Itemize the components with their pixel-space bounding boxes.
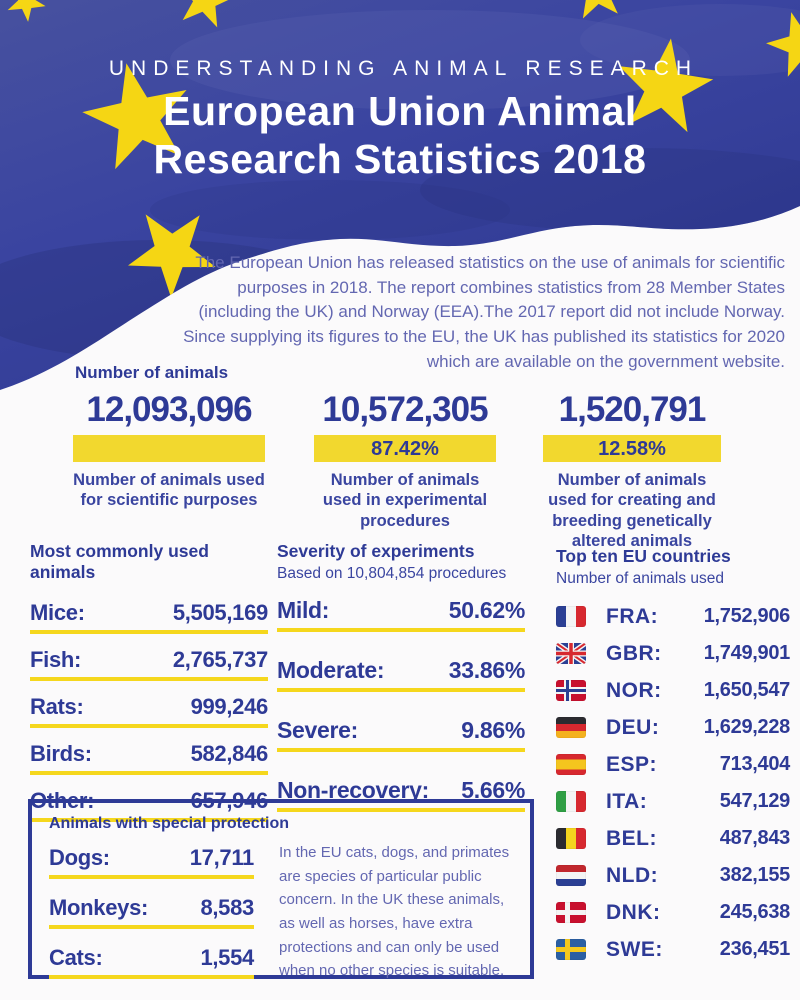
stat-label: Mild: bbox=[277, 597, 330, 623]
breeding-caption: Number of animals used for creating and breeding genetically altered animals bbox=[548, 471, 716, 551]
stat-value: 5.66% bbox=[461, 777, 525, 803]
stat-value: 2,765,737 bbox=[172, 647, 268, 672]
total-animals-value: 12,093,096 bbox=[86, 390, 252, 429]
sweden-flag-icon bbox=[556, 939, 586, 960]
country-row bbox=[556, 931, 790, 968]
common-animals-title: Most commonly used animals bbox=[30, 541, 209, 582]
france-flag-icon bbox=[556, 606, 586, 627]
stat-label: Severe: bbox=[277, 717, 359, 743]
countries-section bbox=[556, 546, 790, 968]
country-value: 487,843 bbox=[719, 827, 790, 849]
countries-list bbox=[556, 598, 790, 968]
special-protection-box bbox=[28, 799, 534, 979]
stat-value: 8,583 bbox=[200, 895, 254, 920]
experimental-bar bbox=[314, 435, 496, 462]
special-protection-note: In the EU cats, dogs, and primates are species of particular public concern. In the UK these animals, as well as horses, have extra protections and can only be used when no other species is suitable. bbox=[279, 844, 510, 980]
country-row bbox=[556, 820, 790, 857]
italy-flag-icon bbox=[556, 791, 586, 812]
stat-value: 50.62% bbox=[448, 597, 525, 623]
country-code: ITA: bbox=[606, 789, 648, 813]
country-value: 1,752,906 bbox=[703, 605, 790, 627]
stat-row bbox=[277, 657, 525, 692]
stat-label: Rats: bbox=[30, 694, 84, 719]
common-animals-section bbox=[30, 541, 268, 822]
country-row bbox=[556, 672, 790, 709]
special-protection-list bbox=[49, 839, 254, 983]
country-code: DNK: bbox=[606, 900, 661, 924]
netherlands-flag-icon bbox=[556, 865, 586, 886]
total-animals-bar bbox=[73, 435, 265, 462]
stat-value: 33.86% bbox=[448, 657, 525, 683]
country-value: 1,749,901 bbox=[703, 642, 790, 664]
breeding-percent: 12.58% bbox=[598, 438, 666, 460]
stat-label: Mice: bbox=[30, 600, 85, 625]
country-code: FRA: bbox=[606, 604, 659, 628]
country-value: 1,650,547 bbox=[703, 679, 790, 701]
norway-flag-icon bbox=[556, 680, 586, 701]
stat-row bbox=[30, 647, 268, 681]
countries-title: Top ten EU countries bbox=[556, 546, 731, 566]
special-protection-body bbox=[49, 839, 513, 983]
stat-row bbox=[49, 845, 254, 879]
country-row bbox=[556, 635, 790, 672]
stat-value: 657,946 bbox=[190, 788, 268, 813]
breeding-column bbox=[543, 390, 721, 552]
totals-section-title: Number of animals bbox=[75, 363, 229, 382]
stat-row bbox=[49, 895, 254, 929]
total-animals-column bbox=[73, 390, 265, 511]
stat-value: 582,846 bbox=[190, 741, 268, 766]
total-animals-caption: Number of animals used for scientific purposes bbox=[73, 471, 265, 510]
stat-label: Moderate: bbox=[277, 657, 385, 683]
country-code: NLD: bbox=[606, 863, 659, 887]
stat-row bbox=[30, 741, 268, 775]
country-value: 382,155 bbox=[719, 864, 790, 886]
stat-row bbox=[277, 597, 525, 632]
experimental-column bbox=[314, 390, 496, 531]
page-title-line1: European Union Animal bbox=[163, 88, 637, 134]
country-code: SWE: bbox=[606, 937, 663, 961]
country-row bbox=[556, 746, 790, 783]
countries-subtitle: Number of animals used bbox=[556, 570, 724, 587]
country-code: DEU: bbox=[606, 715, 660, 739]
stat-value: 17,711 bbox=[189, 845, 254, 870]
stat-label: Other: bbox=[30, 788, 95, 813]
stat-value: 5,505,169 bbox=[172, 600, 268, 625]
belgium-flag-icon bbox=[556, 828, 586, 849]
country-code: ESP: bbox=[606, 752, 658, 776]
country-row bbox=[556, 894, 790, 931]
stat-row bbox=[277, 717, 525, 752]
country-row bbox=[556, 598, 790, 635]
stat-label: Cats: bbox=[49, 945, 103, 970]
spain-flag-icon bbox=[556, 754, 586, 775]
stat-label: Birds: bbox=[30, 741, 92, 766]
stat-value: 999,246 bbox=[190, 694, 268, 719]
kicker-text: UNDERSTANDING ANIMAL RESEARCH bbox=[108, 57, 699, 80]
country-value: 1,629,228 bbox=[703, 716, 790, 738]
country-row bbox=[556, 709, 790, 746]
stat-label: Dogs: bbox=[49, 845, 110, 870]
country-row bbox=[556, 783, 790, 820]
country-code: GBR: bbox=[606, 641, 662, 665]
stat-label: Monkeys: bbox=[49, 895, 149, 920]
uk-flag-icon bbox=[556, 643, 586, 664]
experimental-value: 10,572,305 bbox=[322, 390, 488, 429]
severity-subtitle: Based on 10,804,854 procedures bbox=[277, 565, 507, 582]
breeding-bar bbox=[543, 435, 721, 462]
country-value: 713,404 bbox=[719, 753, 790, 775]
country-value: 236,451 bbox=[719, 938, 790, 960]
denmark-flag-icon bbox=[556, 902, 586, 923]
special-protection-title: Animals with special protection bbox=[49, 815, 290, 832]
country-value: 245,638 bbox=[719, 901, 790, 923]
page-title-line2: Research Statistics 2018 bbox=[153, 136, 647, 182]
stat-value: 9.86% bbox=[461, 717, 525, 743]
country-code: NOR: bbox=[606, 678, 662, 702]
severity-title: Severity of experiments bbox=[277, 541, 475, 561]
stat-label: Non-recovery: bbox=[277, 777, 430, 803]
stat-label: Fish: bbox=[30, 647, 82, 672]
experimental-caption: Number of animals used in experimental procedures bbox=[322, 471, 488, 530]
breeding-value: 1,520,791 bbox=[558, 390, 706, 429]
severity-section bbox=[277, 541, 525, 812]
intro-paragraph: The European Union has released statistics on the use of animals for scientific purposes in 2018. The report combines statistics from 28 Member States (including the UK) and Norway (EEA).The 2017 report did not include Norway. Since supplying its figures to the EU, the UK has published its statistics for 2020 which are available on the government website. bbox=[183, 253, 785, 371]
germany-flag-icon bbox=[556, 717, 586, 738]
country-row bbox=[556, 857, 790, 894]
stat-row bbox=[49, 945, 254, 979]
stat-value: 1,554 bbox=[200, 945, 254, 970]
stat-row bbox=[30, 694, 268, 728]
stat-row bbox=[30, 600, 268, 634]
country-code: BEL: bbox=[606, 826, 657, 850]
experimental-percent: 87.42% bbox=[371, 438, 439, 460]
country-value: 547,129 bbox=[719, 790, 790, 812]
